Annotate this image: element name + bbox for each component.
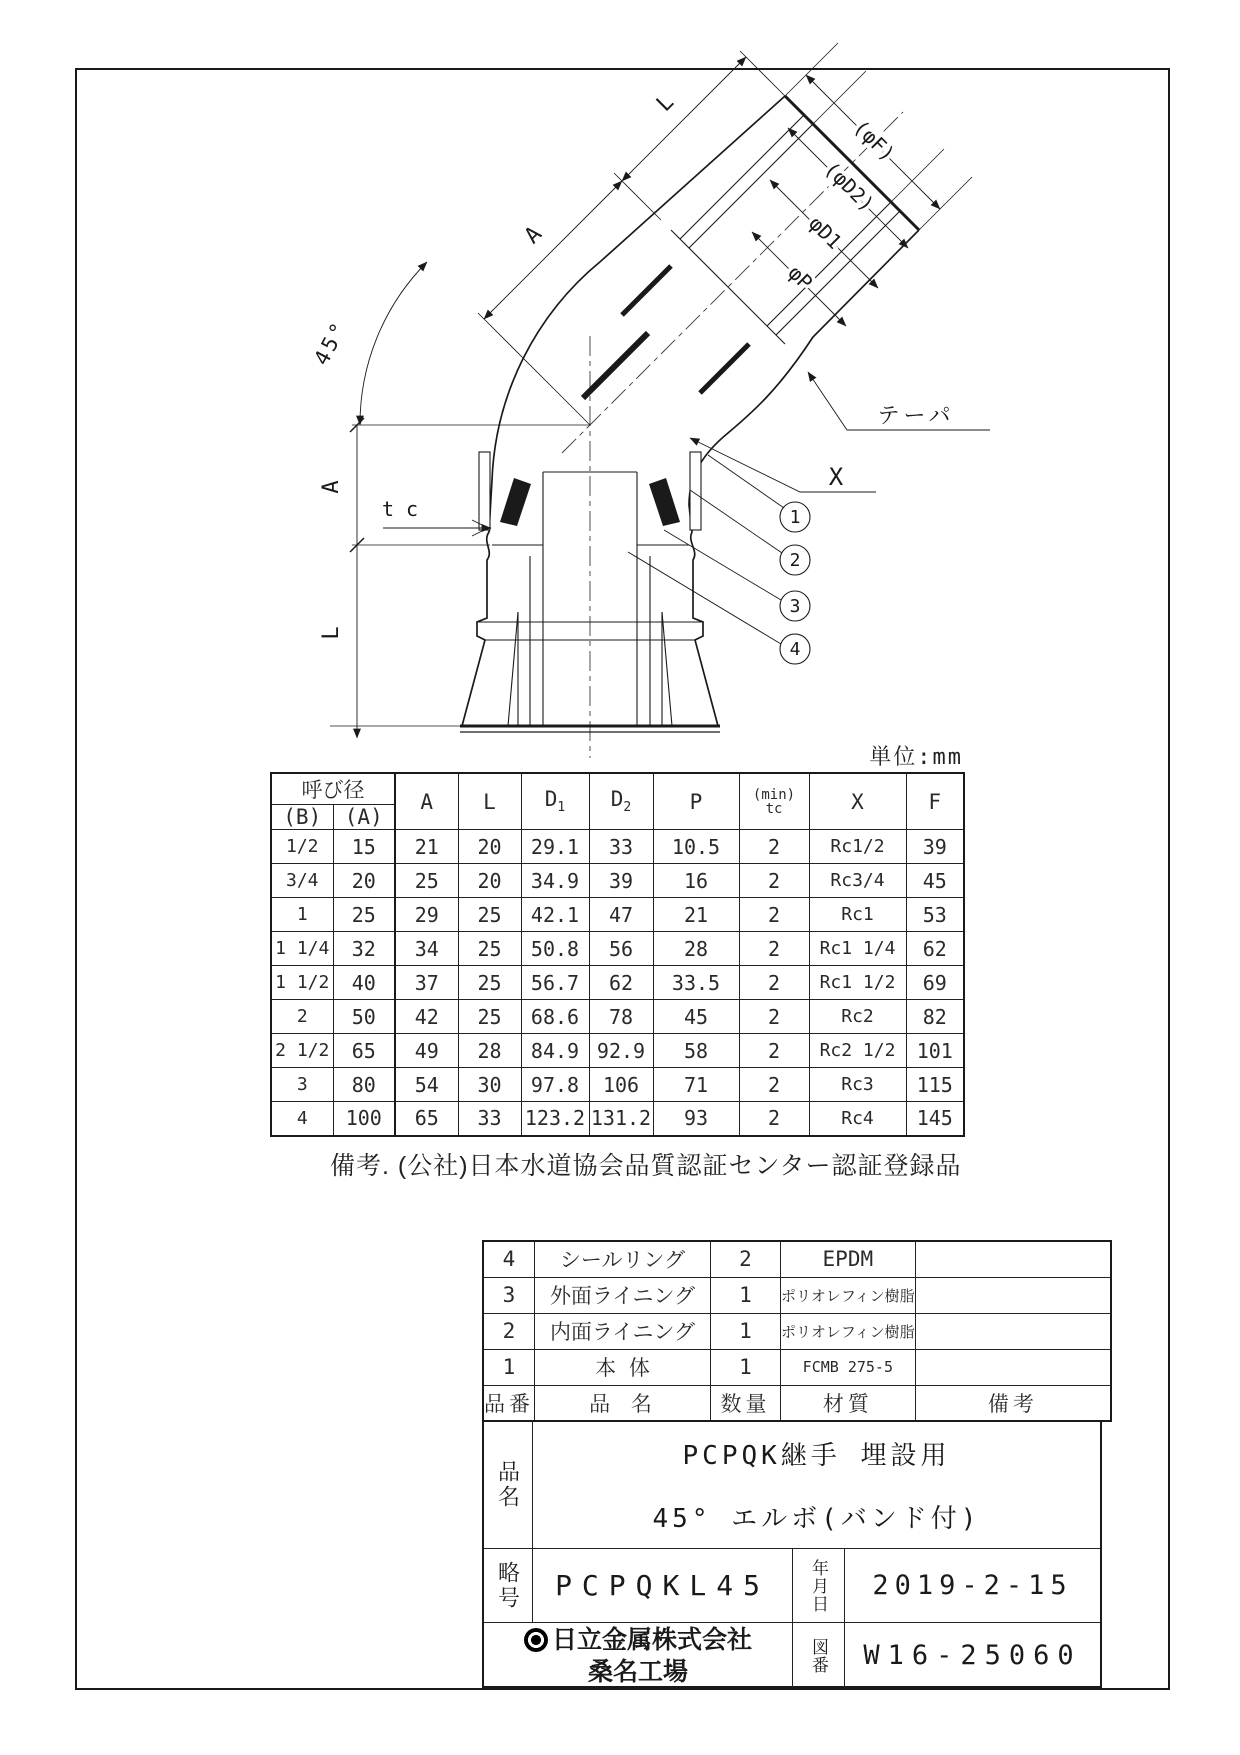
col-header-P: P [653, 773, 739, 830]
table-cell: 30 [458, 1068, 521, 1102]
parts-header-material: 材質 [781, 1385, 916, 1421]
table-cell: 2 [739, 1034, 809, 1068]
parts-header-qty: 数量 [711, 1385, 781, 1421]
table-cell: 40 [333, 966, 395, 1000]
code-label: 略号 [484, 1548, 532, 1622]
table-cell: 39 [589, 864, 653, 898]
parts-row [483, 1349, 1111, 1385]
table-cell: 58 [653, 1034, 739, 1068]
table-cell: 2 [739, 1102, 809, 1136]
table-cell: 2 [271, 1000, 333, 1034]
tc-label: t c [381, 497, 419, 521]
table-cell: 97.8 [521, 1068, 589, 1102]
table-cell: 33.5 [653, 966, 739, 1000]
table-cell: 20 [458, 830, 521, 864]
table-row [271, 830, 964, 864]
table-cell: 2 [739, 1068, 809, 1102]
dim-label-phiD1: φD1 [804, 211, 847, 254]
product-name-label: 品名 [495, 1460, 521, 1510]
product-name [532, 1422, 1100, 1548]
callout-2: 2 [789, 550, 801, 571]
part-material: EPDM [781, 1241, 916, 1277]
axial-dimension-lines [478, 51, 785, 425]
table-header-row [271, 773, 964, 805]
table-cell: Rc1 [809, 898, 906, 932]
part-no: 1 [483, 1349, 535, 1385]
table-row [271, 966, 964, 1000]
col-header-X: X [809, 773, 906, 830]
part-no: 3 [483, 1277, 535, 1313]
product-name-line2: 45° エルボ(バンド付) [652, 1504, 981, 1534]
table-cell: 106 [589, 1068, 653, 1102]
table-cell: 25 [333, 898, 395, 932]
part-remarks [915, 1349, 1111, 1385]
remarks-note: 備考. (公社)日本水道協会品質認証センター認証登録品 [330, 1152, 962, 1180]
company-name: 日立金属株式会社 [551, 1625, 752, 1654]
part-name: 本 体 [535, 1349, 711, 1385]
factory-name: 桑名工場 [587, 1657, 688, 1686]
table-cell: 4 [271, 1102, 333, 1136]
table-cell: 2 [739, 1000, 809, 1034]
table-cell: 2 [739, 932, 809, 966]
dwg-no-value: W16-25060 [844, 1622, 1100, 1688]
table-cell: 28 [458, 1034, 521, 1068]
table-cell: 62 [589, 966, 653, 1000]
x-leader [690, 438, 876, 492]
taper-label: テーパ [877, 404, 955, 429]
x-label: X [828, 463, 844, 491]
table-cell: Rc2 [809, 1000, 906, 1034]
table-row [271, 1102, 964, 1136]
dwg-no-label: 図番 [792, 1622, 844, 1688]
parts-list [482, 1240, 1112, 1422]
col-header-A: A [395, 773, 458, 830]
dimension-table [270, 772, 965, 1137]
table-cell: 2 [739, 864, 809, 898]
table-cell: 145 [906, 1102, 964, 1136]
table-cell: 3/4 [271, 864, 333, 898]
part-material: FCMB 275-5 [781, 1349, 916, 1385]
table-cell: 29.1 [521, 830, 589, 864]
centerlines [562, 112, 903, 758]
part-qty: 1 [711, 1349, 781, 1385]
part-no: 2 [483, 1313, 535, 1349]
parts-header-no: 品番 [483, 1385, 535, 1421]
table-cell: 42 [395, 1000, 458, 1034]
part-remarks [915, 1313, 1111, 1349]
fitting-internal-lines [477, 115, 900, 726]
unit-label: 単位:mm [869, 745, 963, 770]
table-cell: 84.9 [521, 1034, 589, 1068]
table-cell: 131.2 [589, 1102, 653, 1136]
table-cell: 93 [653, 1102, 739, 1136]
table-cell: Rc1/2 [809, 830, 906, 864]
col-header-D2: $D_2$ [589, 773, 653, 830]
company-logo [524, 1628, 548, 1652]
table-cell: 80 [333, 1068, 395, 1102]
table-cell: 2 [739, 966, 809, 1000]
table-cell: 16 [653, 864, 739, 898]
table-cell: Rc3/4 [809, 864, 906, 898]
parts-header-remarks: 備考 [915, 1385, 1111, 1421]
seal-and-liner [479, 266, 749, 530]
part-qty: 1 [711, 1313, 781, 1349]
part-remarks [915, 1277, 1111, 1313]
dim-label-L-left: L [319, 626, 344, 640]
table-cell: Rc1 1/2 [809, 966, 906, 1000]
parts-row [483, 1277, 1111, 1313]
table-cell: 56 [589, 932, 653, 966]
table-cell: 45 [906, 864, 964, 898]
table-cell: 1 1/2 [271, 966, 333, 1000]
table-cell: 15 [333, 830, 395, 864]
part-name: シールリング [535, 1241, 711, 1277]
table-cell: 78 [589, 1000, 653, 1034]
table-cell: 1 1/4 [271, 932, 333, 966]
table-row [271, 932, 964, 966]
table-cell: 123.2 [521, 1102, 589, 1136]
col-header-F: F [906, 773, 964, 830]
elbow-drawing [0, 0, 1240, 780]
table-cell: 34 [395, 932, 458, 966]
vertical-dimension-lines [330, 418, 590, 738]
table-cell: 65 [395, 1102, 458, 1136]
table-cell: 100 [333, 1102, 395, 1136]
product-name-line1: PCPQK継手 埋設用 [682, 1441, 951, 1471]
table-cell: 1/2 [271, 830, 333, 864]
company-cell [484, 1622, 792, 1688]
part-material: ポリオレフィン樹脂 [781, 1313, 916, 1349]
parts-header-row [483, 1385, 1111, 1421]
table-cell: 32 [333, 932, 395, 966]
table-cell: 2 1/2 [271, 1034, 333, 1068]
table-cell: 39 [906, 830, 964, 864]
title-block [482, 1420, 1102, 1688]
table-cell: Rc1 1/4 [809, 932, 906, 966]
table-cell: 2 [739, 830, 809, 864]
table-cell: 45 [653, 1000, 739, 1034]
table-cell: 49 [395, 1034, 458, 1068]
table-cell: 33 [458, 1102, 521, 1136]
col-header-tc: (min) tc [739, 773, 809, 830]
table-cell: 25 [458, 966, 521, 1000]
table-cell: 20 [458, 864, 521, 898]
table-row [271, 898, 964, 932]
dim-label-A-diag: A [519, 221, 547, 249]
table-cell: 69 [906, 966, 964, 1000]
part-qty: 1 [711, 1277, 781, 1313]
date-label: 年月日 [792, 1548, 844, 1622]
table-row [271, 1068, 964, 1102]
table-cell: 3 [271, 1068, 333, 1102]
col-header-B: (B) [271, 805, 333, 830]
parts-row [483, 1313, 1111, 1349]
table-cell: 50.8 [521, 932, 589, 966]
table-cell: Rc2 1/2 [809, 1034, 906, 1068]
parts-row [483, 1241, 1111, 1277]
table-cell: 62 [906, 932, 964, 966]
table-cell: 1 [271, 898, 333, 932]
part-material: ポリオレフィン樹脂 [781, 1277, 916, 1313]
table-cell: 20 [333, 864, 395, 898]
dim-label-phiF: (φF) [848, 115, 900, 167]
table-cell: 115 [906, 1068, 964, 1102]
table-cell: 25 [395, 864, 458, 898]
part-name: 内面ライニング [535, 1313, 711, 1349]
table-cell: 37 [395, 966, 458, 1000]
table-cell: 56.7 [521, 966, 589, 1000]
table-row [271, 1034, 964, 1068]
col-header-D1: $D_1$ [521, 773, 589, 830]
col-header-nominal: 呼び径 [271, 773, 395, 805]
callout-4: 4 [789, 639, 801, 660]
part-no: 4 [483, 1241, 535, 1277]
angle-arc [360, 262, 427, 425]
dim-label-L-diag: L [651, 89, 679, 117]
table-cell: 54 [395, 1068, 458, 1102]
tc-dimension [383, 520, 491, 536]
table-cell: 25 [458, 1000, 521, 1034]
table-row [271, 864, 964, 898]
table-cell: 25 [458, 898, 521, 932]
parts-header-name: 品 名 [535, 1385, 711, 1421]
table-cell: 53 [906, 898, 964, 932]
part-qty: 2 [711, 1241, 781, 1277]
table-cell: 21 [653, 898, 739, 932]
table-cell: 65 [333, 1034, 395, 1068]
dim-label-phiD2: (φD2) [819, 156, 880, 217]
col-header-L: L [458, 773, 521, 830]
table-cell: 101 [906, 1034, 964, 1068]
dim-label-phiP: φP [783, 260, 818, 295]
table-cell: Rc3 [809, 1068, 906, 1102]
table-cell: Rc4 [809, 1102, 906, 1136]
dim-label-A-left: A [319, 480, 344, 494]
code-value: PCPQKL45 [532, 1548, 792, 1622]
table-cell: 25 [458, 932, 521, 966]
table-cell: 28 [653, 932, 739, 966]
table-cell: 2 [739, 898, 809, 932]
table-cell: 29 [395, 898, 458, 932]
table-cell: 92.9 [589, 1034, 653, 1068]
date-value: 2019-2-15 [844, 1548, 1100, 1622]
callout-1: 1 [789, 507, 801, 528]
table-cell: 82 [906, 1000, 964, 1034]
angle-label: 45° [309, 316, 353, 370]
table-cell: 50 [333, 1000, 395, 1034]
table-cell: 47 [589, 898, 653, 932]
table-cell: 42.1 [521, 898, 589, 932]
table-cell: 68.6 [521, 1000, 589, 1034]
table-cell: 10.5 [653, 830, 739, 864]
table-cell: 33 [589, 830, 653, 864]
part-name: 外面ライニング [535, 1277, 711, 1313]
part-remarks [915, 1241, 1111, 1277]
table-cell: 21 [395, 830, 458, 864]
table-row [271, 1000, 964, 1034]
col-header-A-inch: (A) [333, 805, 395, 830]
table-cell: 71 [653, 1068, 739, 1102]
table-cell: 34.9 [521, 864, 589, 898]
callout-3: 3 [789, 596, 801, 617]
